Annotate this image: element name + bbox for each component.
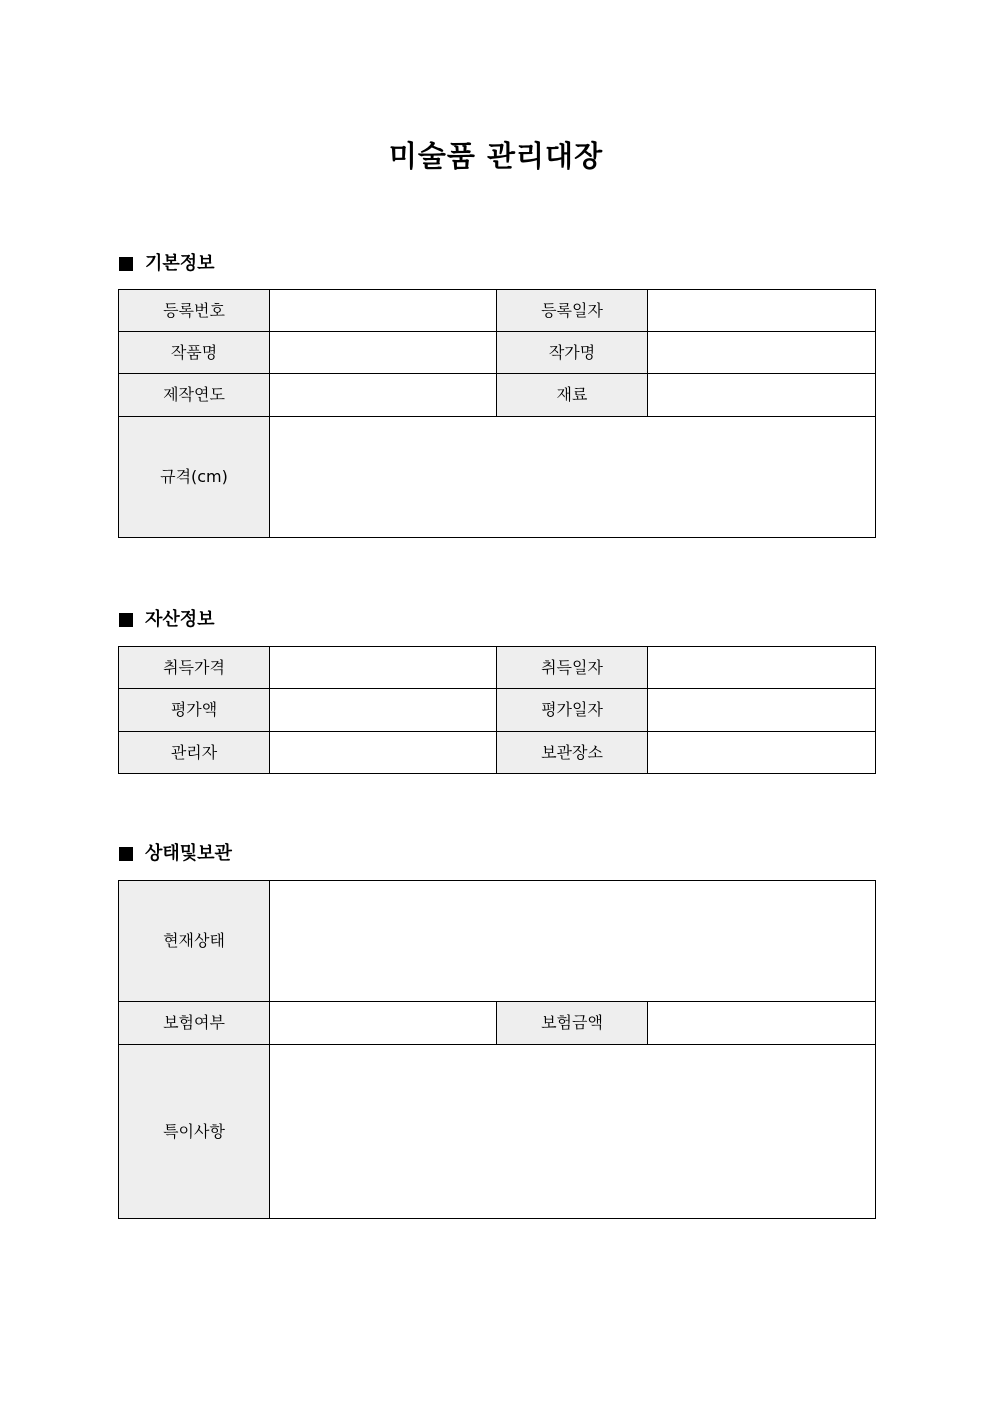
field-current-state[interactable] <box>270 881 876 1002</box>
label-storage: 보관장소 <box>497 732 648 774</box>
field-appraisal-date[interactable] <box>648 689 876 732</box>
label-artist: 작가명 <box>497 332 648 374</box>
basic-info-table <box>118 289 876 538</box>
table-row <box>119 374 876 417</box>
label-reg-no: 등록번호 <box>119 290 270 332</box>
field-remarks[interactable] <box>270 1045 876 1219</box>
asset-info-table <box>118 646 876 774</box>
label-manager: 관리자 <box>119 732 270 774</box>
section-heading-label: 기본정보 <box>145 253 215 274</box>
section-heading-label: 자산정보 <box>145 609 215 630</box>
section-heading-asset <box>119 608 215 632</box>
section-heading-condition <box>119 842 232 866</box>
square-bullet-icon <box>119 847 133 861</box>
label-acq-price: 취득가격 <box>119 647 270 689</box>
field-appraisal[interactable] <box>270 689 497 732</box>
table-row <box>119 881 876 1002</box>
label-work-name: 작품명 <box>119 332 270 374</box>
table-row <box>119 417 876 538</box>
table-row <box>119 290 876 332</box>
table-row <box>119 689 876 732</box>
square-bullet-icon <box>119 257 133 271</box>
field-work-name[interactable] <box>270 332 497 374</box>
field-storage[interactable] <box>648 732 876 774</box>
field-artist[interactable] <box>648 332 876 374</box>
label-size: 규격(cm) <box>119 417 270 538</box>
label-acq-date: 취득일자 <box>497 647 648 689</box>
table-row <box>119 332 876 374</box>
field-acq-date[interactable] <box>648 647 876 689</box>
square-bullet-icon <box>119 613 133 627</box>
table-row <box>119 647 876 689</box>
field-reg-no[interactable] <box>270 290 497 332</box>
label-appraisal-date: 평가일자 <box>497 689 648 732</box>
label-reg-date: 등록일자 <box>497 290 648 332</box>
label-material: 재료 <box>497 374 648 417</box>
table-row <box>119 732 876 774</box>
section-heading-label: 상태및보관 <box>145 843 232 864</box>
field-manager[interactable] <box>270 732 497 774</box>
label-year: 제작연도 <box>119 374 270 417</box>
label-insured: 보험여부 <box>119 1002 270 1045</box>
label-current-state: 현재상태 <box>119 881 270 1002</box>
field-year[interactable] <box>270 374 497 417</box>
condition-table <box>118 880 876 1219</box>
field-insured-amount[interactable] <box>648 1002 876 1045</box>
field-size[interactable] <box>270 417 876 538</box>
section-heading-basic <box>119 252 215 276</box>
field-material[interactable] <box>648 374 876 417</box>
label-insured-amount: 보험금액 <box>497 1002 648 1045</box>
page-title: 미술품 관리대장 <box>388 139 604 173</box>
field-reg-date[interactable] <box>648 290 876 332</box>
label-appraisal: 평가액 <box>119 689 270 732</box>
field-acq-price[interactable] <box>270 647 497 689</box>
table-row <box>119 1045 876 1219</box>
label-remarks: 특이사항 <box>119 1045 270 1219</box>
field-insured[interactable] <box>270 1002 497 1045</box>
table-row <box>119 1002 876 1045</box>
